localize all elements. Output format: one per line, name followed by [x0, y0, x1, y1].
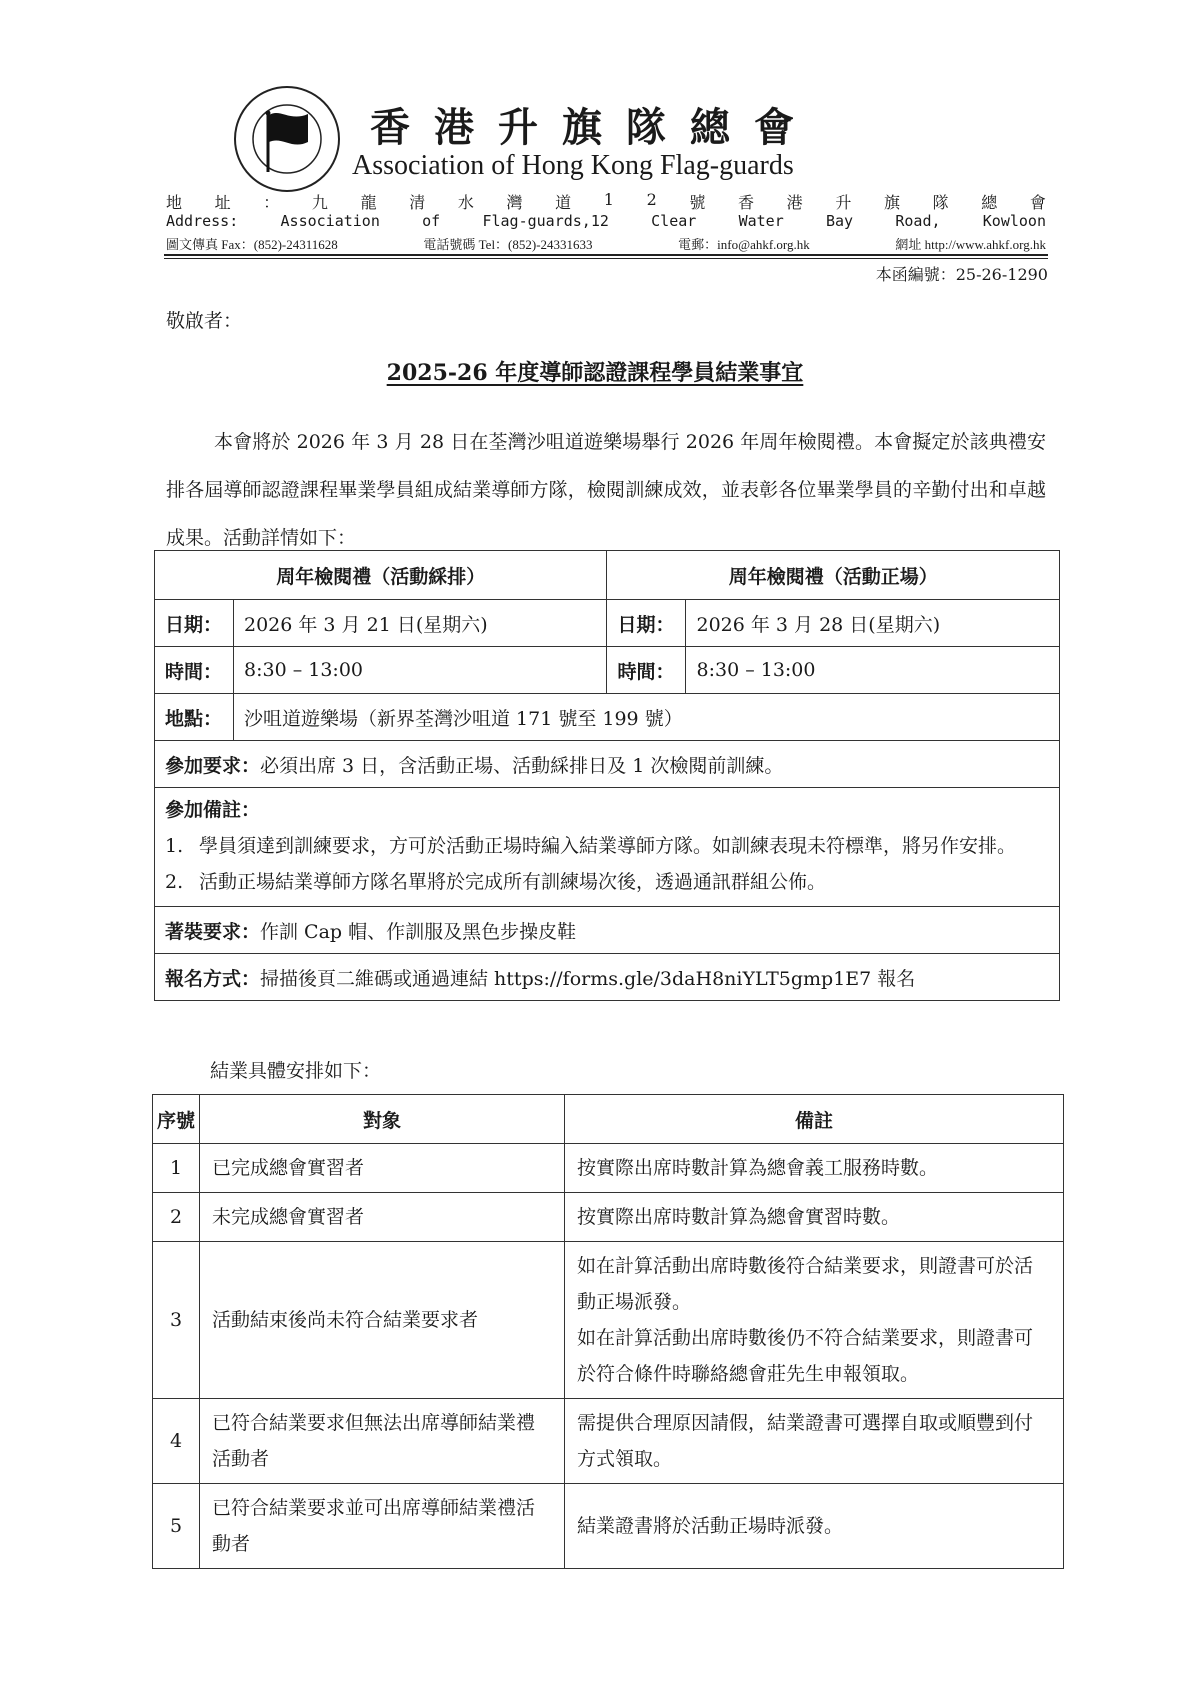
letterhead-rule: [164, 254, 1048, 256]
time-label: 時間：: [155, 647, 234, 694]
requirement-row: [155, 741, 1060, 788]
notes-row: [155, 788, 1060, 907]
address-en: Address: Association of Flag-guards,12 Clear Water Bay Road, Kowloon: [166, 212, 1046, 230]
flag-guards-seal-icon: [232, 84, 342, 194]
table-row: 2 未完成總會實習者 按實際出席時數計算為總會實習時數。: [153, 1193, 1064, 1242]
header-no: 序號: [153, 1095, 200, 1144]
letterhead-rule-thin: [164, 258, 1048, 259]
signup-row: [155, 954, 1060, 1001]
dress-label: 著裝要求：: [165, 920, 261, 943]
header-remarks: 備註: [565, 1095, 1064, 1144]
date-label: 日期：: [607, 600, 686, 647]
venue-label: 地點：: [155, 694, 234, 741]
date-label: 日期：: [155, 600, 234, 647]
signup-label: 報名方式：: [165, 967, 261, 990]
note-item: 1. 學員須達到訓練要求，方可於活動正場時編入結業導師方隊。如訓練表現未符標準，將另作安排。: [165, 835, 1017, 857]
fax-number: 圖文傳真 Fax：(852)-24311628: [166, 237, 338, 252]
rehearsal-date: 2026 年 3 月 21 日(星期六): [234, 600, 607, 647]
schedule-table: [152, 1094, 1064, 1569]
org-name-en: Association of Hong Kong Flag-guards: [352, 150, 794, 181]
table-row: 5 已符合結業要求並可出席導師結業禮活動者 結業證書將於活動正場時派發。: [153, 1484, 1064, 1569]
rehearsal-header: 周年檢閱禮（活動綵排）: [155, 551, 607, 600]
table-row: 3 活動結束後尚未符合結業要求者 如在計算活動出席時數後符合結業要求，則證書可於活動正場派發。 如在計算活動出席時數後仍不符合結業要求，則證書可於符合條件時聯絡總會莊先生申報領取。: [153, 1242, 1064, 1399]
document-title: 2025-26 年度導師認證課程學員結業事宜: [386, 360, 804, 386]
header-target: 對象: [200, 1095, 565, 1144]
schedule-intro: 結業具體安排如下：: [210, 1060, 382, 1082]
main-event-header: 周年檢閱禮（活動正場）: [607, 551, 1060, 600]
notes-label: 參加備註：: [165, 799, 261, 821]
main-date: 2026 年 3 月 28 日(星期六): [686, 600, 1060, 647]
rehearsal-time: 8:30 – 13:00: [234, 647, 607, 694]
event-details-table: [154, 550, 1060, 1001]
note-item: 2. 活動正場結業導師方隊名單將於完成所有訓練場次後，透過通訊群組公佈。: [165, 871, 827, 893]
tel-number: 電話號碼 Tel：(852)-24331633: [423, 237, 593, 252]
body-paragraph: 本會將於 2026 年 3 月 28 日在荃灣沙咀道遊樂場舉行 2026 年周年檢閱禮。本會擬定於該典禮安排各屆導師認證課程畢業學員組成結業導師方隊，檢閱訓練成效，並表彰各位畢業學員的辛勤付出和卓越成果。活動詳情如下：: [166, 431, 1046, 549]
website-url: 網址 http://www.ahkf.org.hk: [895, 237, 1046, 252]
requirement-label: 參加要求：: [165, 754, 261, 777]
salutation: 敬啟者：: [166, 310, 243, 332]
reference-number: 本函編號：25-26-1290: [875, 265, 1048, 284]
requirement-text: 必須出席 3 日，含活動正場、活動綵排日及 1 次檢閱前訓練。: [260, 754, 784, 777]
dress-text: 作訓 Cap 帽、作訓服及黑色步操皮鞋: [260, 920, 577, 943]
email-address: 電郵：info@ahkf.org.hk: [678, 237, 810, 252]
table-row: 1 已完成總會實習者 按實際出席時數計算為總會義工服務時數。: [153, 1144, 1064, 1193]
table-row: 4 已符合結業要求但無法出席導師結業禮活動者 需提供合理原因請假，結業證書可選擇自取或順豐到付方式領取。: [153, 1399, 1064, 1484]
venue: 沙咀道遊樂場（新界荃灣沙咀道 171 號至 199 號）: [234, 694, 1060, 741]
time-label: 時間：: [607, 647, 686, 694]
org-name-zh: 香港升旗隊總會: [370, 104, 818, 151]
main-time: 8:30 – 13:00: [686, 647, 1060, 694]
signup-text[interactable]: 掃描後頁二維碼或通過連結 https://forms.gle/3daH8niYLT5gmp1E7 報名: [260, 967, 916, 990]
contact-line: [166, 234, 1046, 253]
address-zh: 地 址 ： 九 龍 清 水 灣 道 1 2 號 香 港 升 旗 隊 總 會: [166, 190, 1046, 212]
dress-row: [155, 907, 1060, 954]
